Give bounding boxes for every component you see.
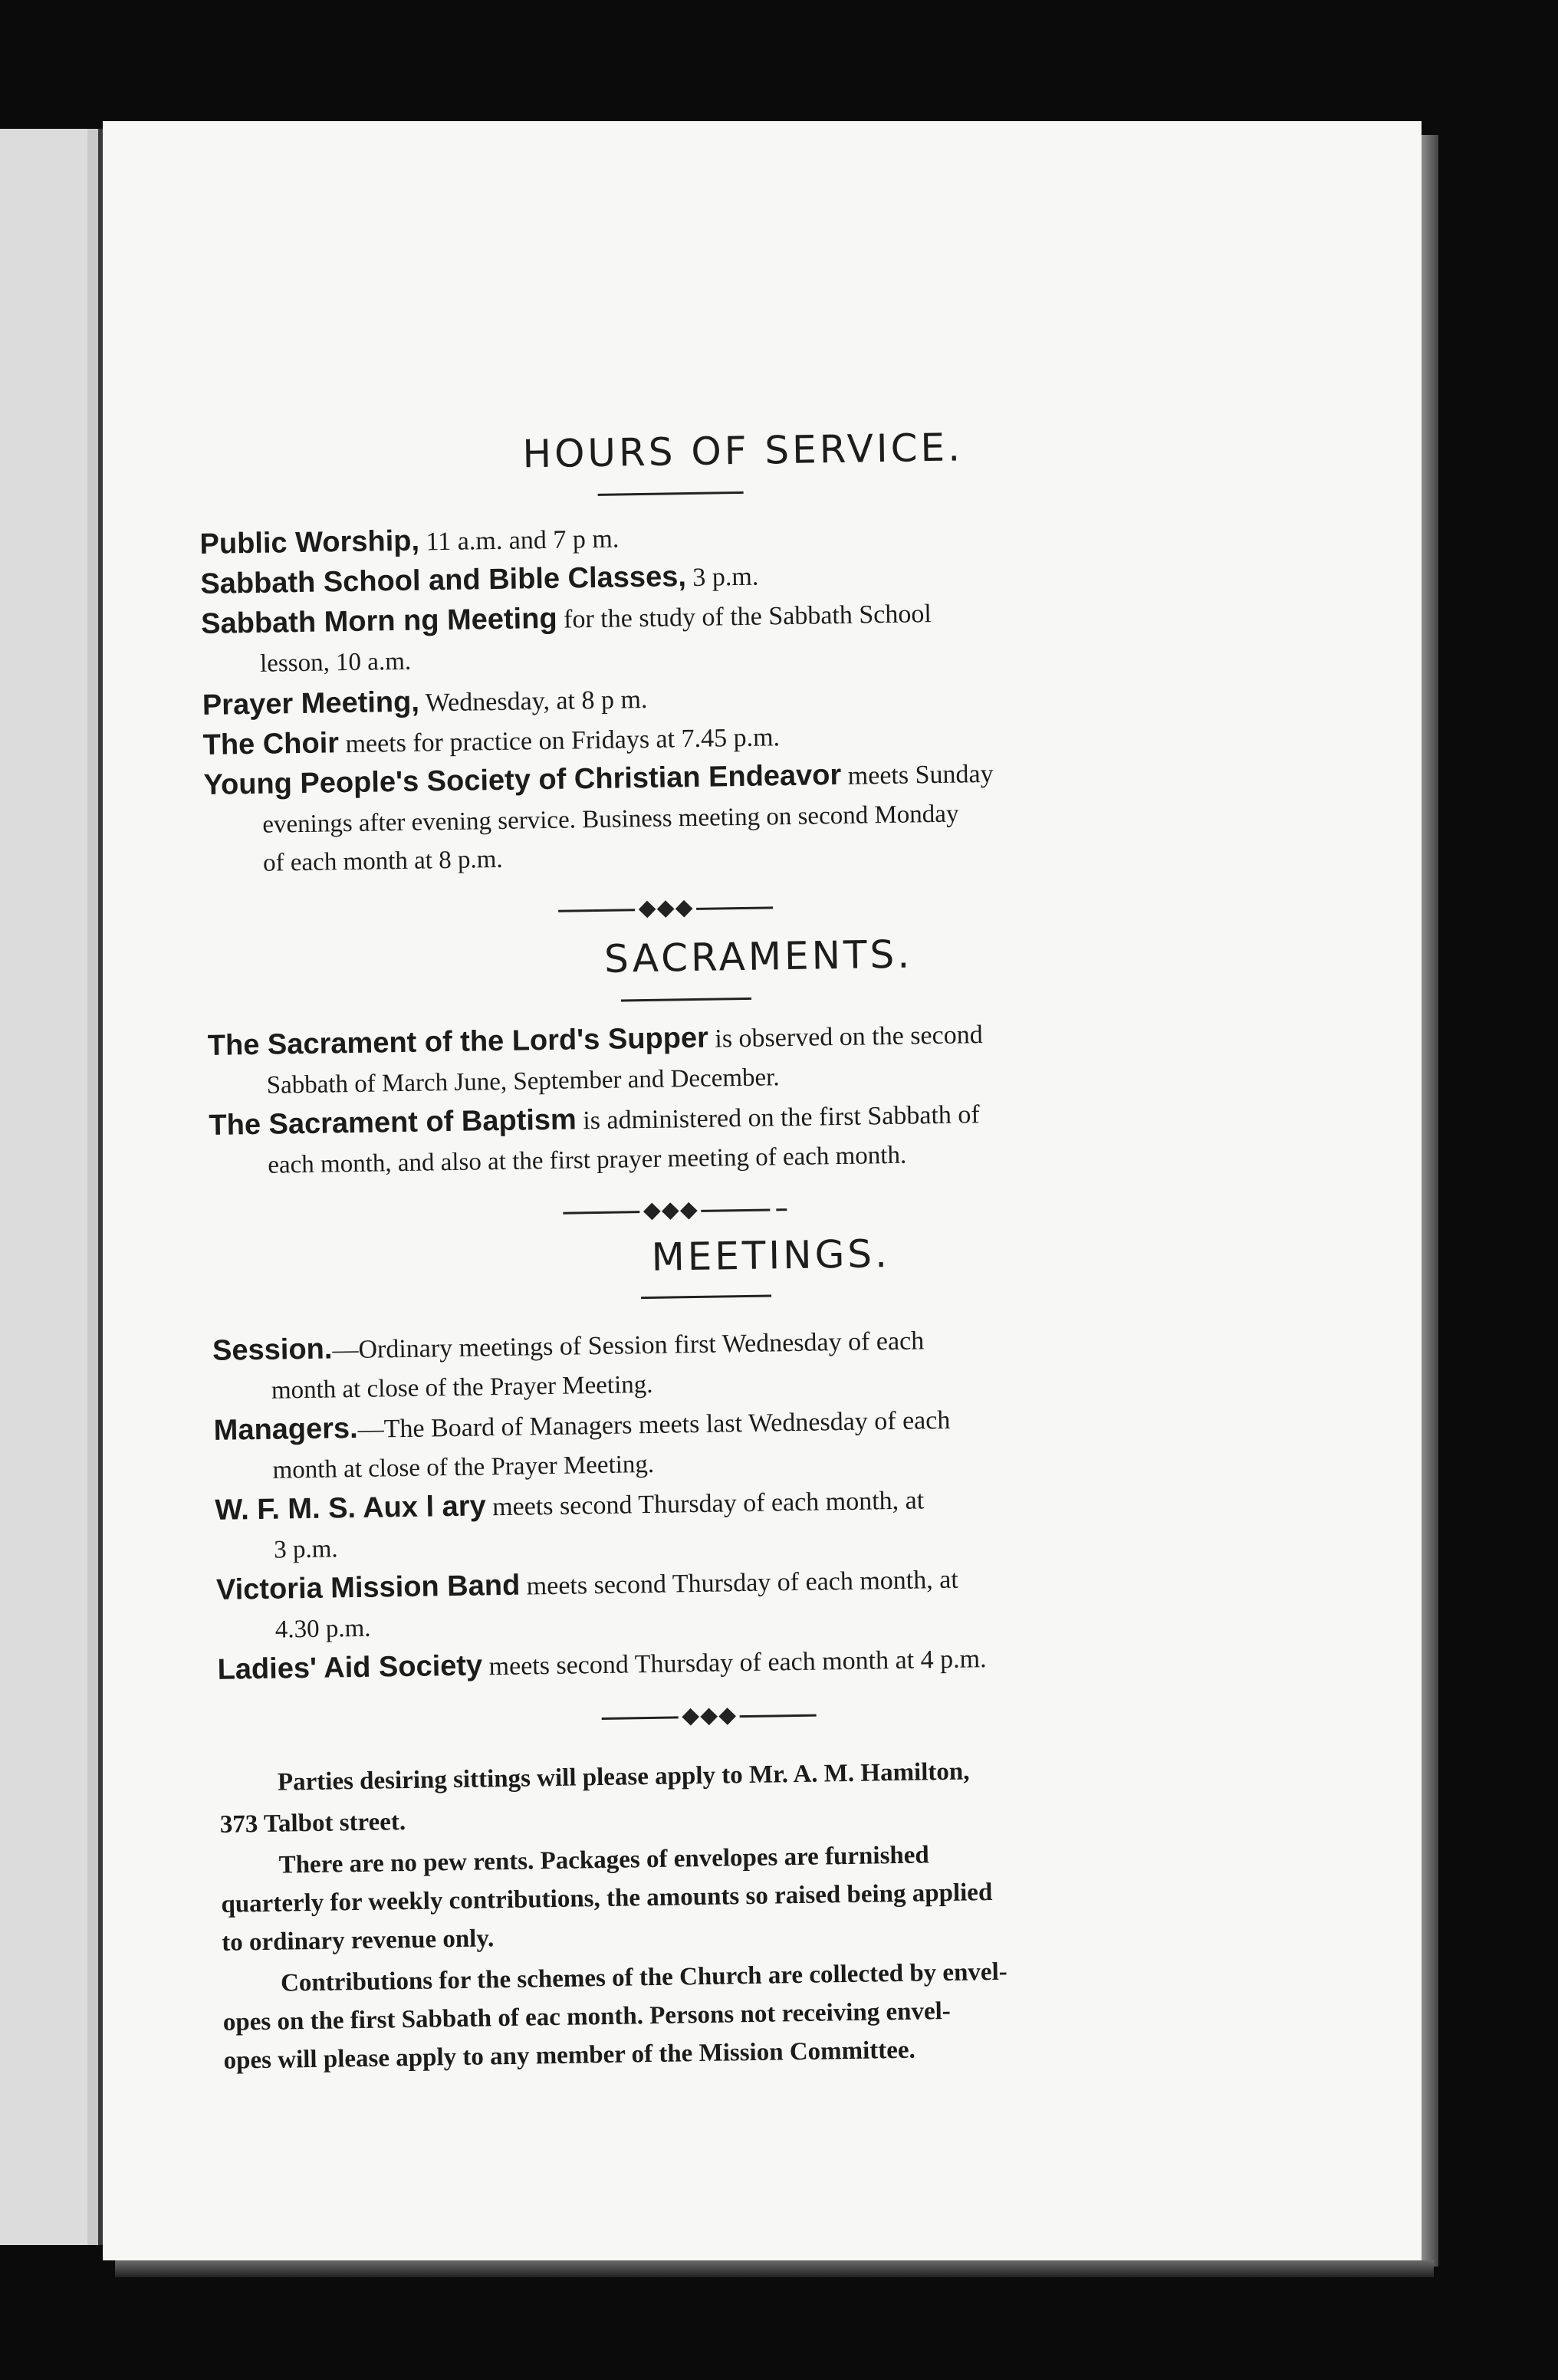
notice-contributions-line3: opes will please apply to any member of the Mission Committee. <box>223 2036 916 2075</box>
hours-item-choir: The Choir meets for practice on Fridays at 7.45 p.m. <box>202 723 781 762</box>
meeting-ladies-aid: Ladies' Aid Society meets second Thursday of each month at 4 p.m. <box>217 1645 987 1686</box>
meeting-managers: Managers.—The Board of Managers meets last Wednesday of each <box>213 1405 951 1447</box>
notice-pew-rents-line2: quarterly for weekly contributions, the amounts so raised being applied <box>221 1879 993 1918</box>
meeting-wfms-cont: 3 p.m. <box>273 1535 338 1564</box>
meeting-session-cont: month at close of the Prayer Meeting. <box>271 1370 653 1405</box>
hours-heading: HOURS OF SERVICE. <box>522 425 964 477</box>
hours-item-public-worship: Public Worship, 11 a.m. and 7 p m. <box>199 524 620 561</box>
notice-contributions-line2: opes on the first Sabbath of eac month. Persons not receiving envel- <box>222 1997 952 2036</box>
hours-item-endeavor-cont2: of each month at 8 p.m. <box>262 845 503 877</box>
heading-rule <box>621 998 751 1002</box>
hours-item-sabbath-school: Sabbath School and Bible Classes, 3 p.m. <box>200 560 759 601</box>
hours-item-morning-meeting: Sabbath Morn ng Meeting for the study of the Sabbath School <box>200 600 932 641</box>
meeting-victoria-band: Victoria Mission Band meets second Thursday of each month, at <box>215 1565 959 1606</box>
meeting-victoria-band-cont: 4.30 p.m. <box>274 1614 371 1644</box>
sacrament-baptism: The Sacrament of Baptism is administered on the first Sabbath of <box>209 1100 980 1142</box>
sacrament-lords-supper-cont: Sabbath of March June, September and December. <box>266 1063 780 1100</box>
meeting-wfms: W. F. M. S. Aux l ary meets second Thursday of each month, at <box>215 1486 925 1527</box>
section-ornament <box>558 896 773 922</box>
section-ornament <box>601 1704 816 1730</box>
heading-rule <box>641 1294 771 1299</box>
section-ornament <box>563 1198 785 1225</box>
hours-item-endeavor: Young People's Society of Christian Endeavor meets Sunday <box>203 758 994 802</box>
hours-item-prayer-meeting: Prayer Meeting, Wednesday, at 8 p m. <box>202 685 648 722</box>
notice-contributions-line1: Contributions for the schemes of the Church are collected by envel- <box>280 1958 1007 1997</box>
meeting-managers-cont: month at close of the Prayer Meeting. <box>272 1450 655 1484</box>
sacraments-heading: SACRAMENTS. <box>603 932 913 981</box>
hours-item-morning-meeting-cont: lesson, 10 a.m. <box>259 647 412 678</box>
notice-sittings-line1: Parties desiring sittings will please apply to Mr. A. M. Hamilton, <box>277 1757 970 1797</box>
notice-sittings-line2: 373 Talbot street. <box>219 1808 406 1839</box>
notice-pew-rents-line1: There are no pew rents. Packages of envelopes are furnished <box>278 1841 930 1879</box>
hours-item-endeavor-cont: evenings after evening service. Business meeting on second Monday <box>262 800 959 839</box>
heading-rule <box>598 491 744 496</box>
sacrament-lords-supper: The Sacrament of the Lord's Supper is observed on the second <box>207 1021 983 1062</box>
document-page <box>103 121 1422 2260</box>
sacrament-baptism-cont: each month, and also at the first prayer meeting of each month. <box>268 1141 907 1179</box>
meetings-heading: MEETINGS. <box>651 1231 891 1280</box>
meeting-session: Session.—Ordinary meetings of Session first Wednesday of each <box>212 1326 925 1367</box>
notice-pew-rents-line3: to ordinary revenue only. <box>221 1925 495 1957</box>
